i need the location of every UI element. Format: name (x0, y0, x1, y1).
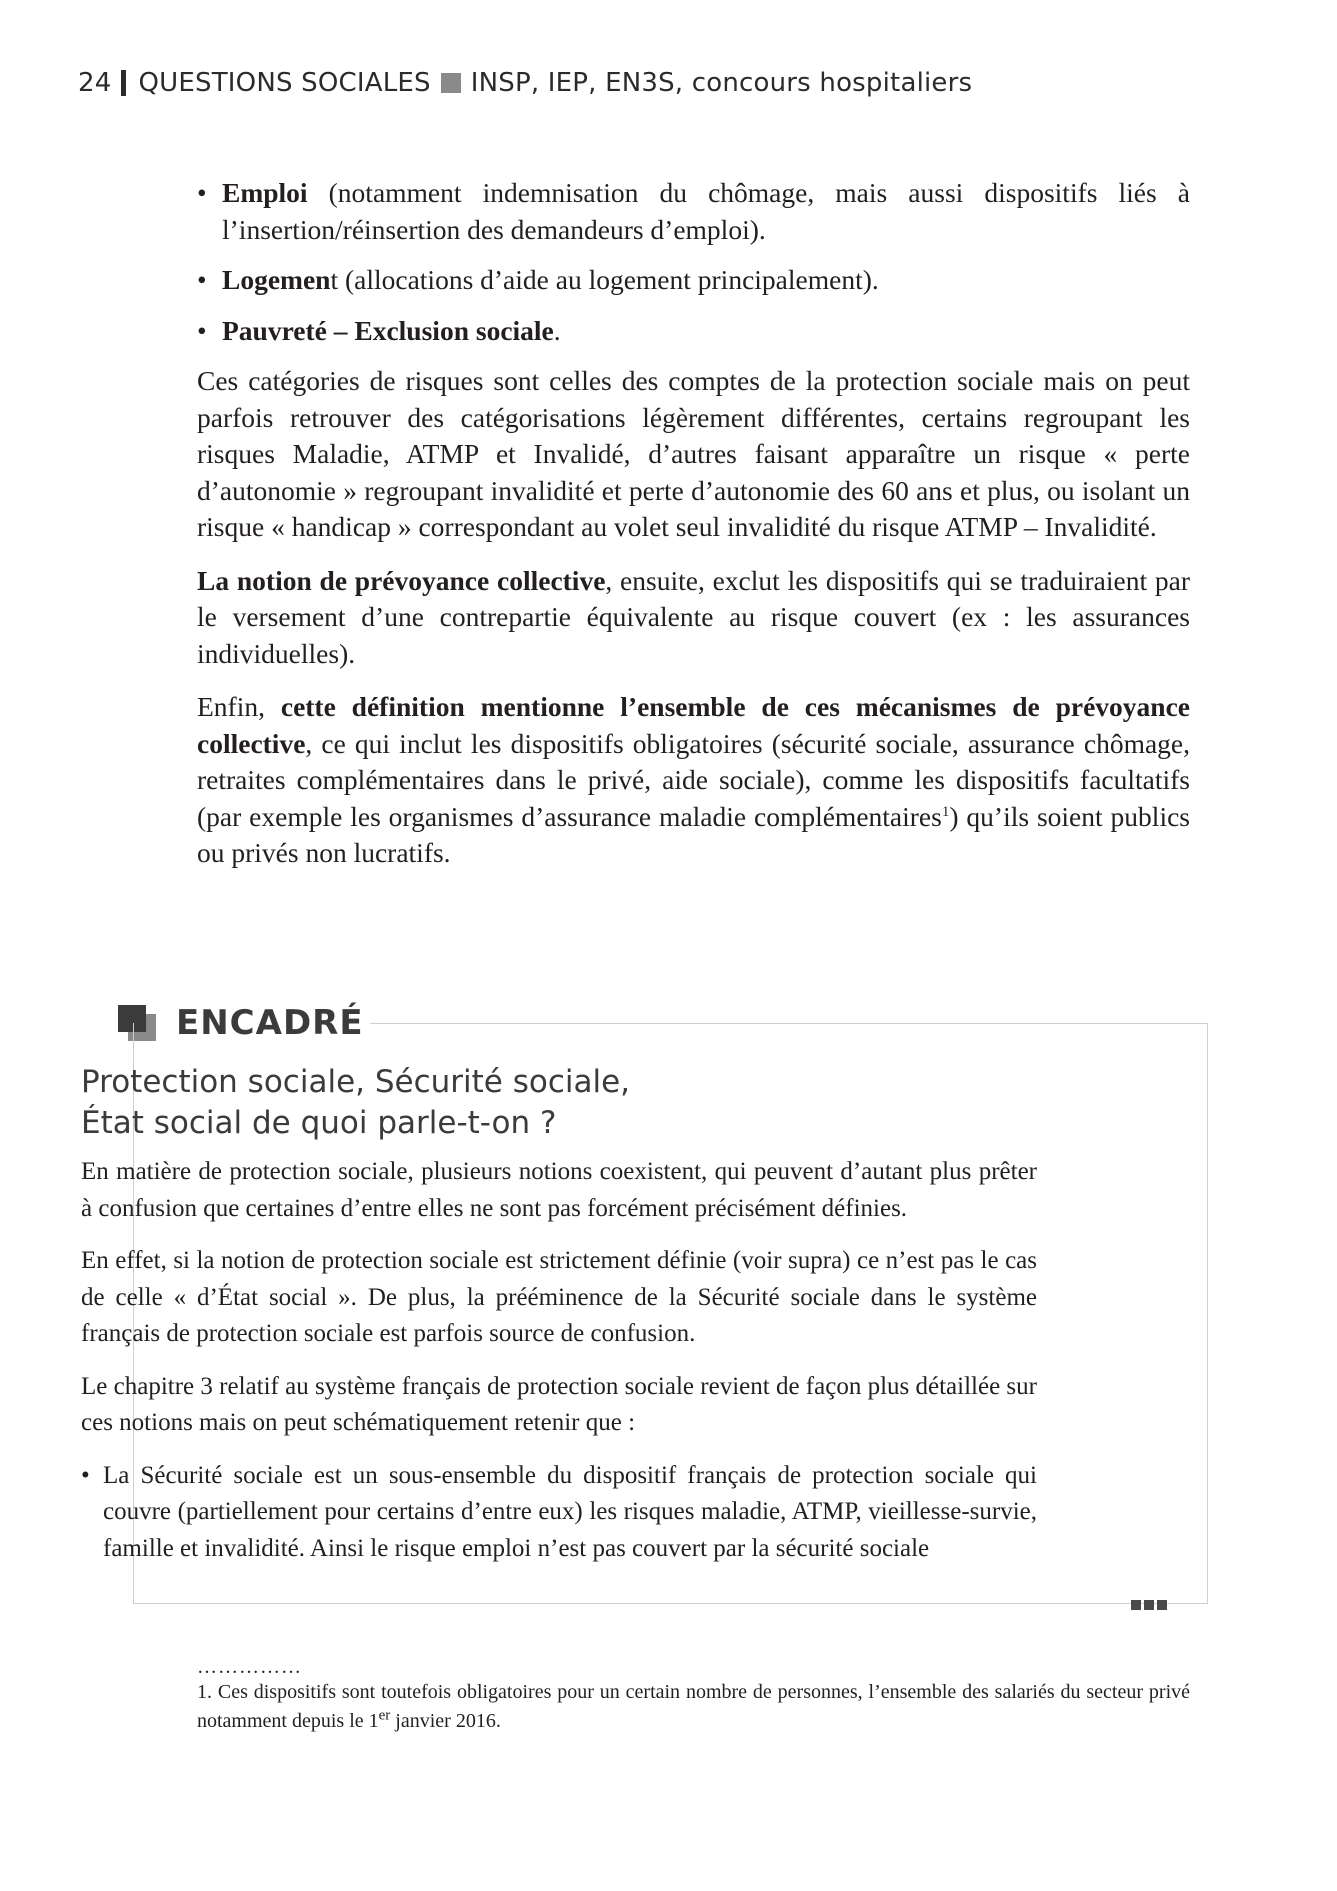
encadre-label: ENCADRÉ (176, 1003, 364, 1043)
bullet-term: Pauvreté – Exclusion sociale (222, 314, 554, 346)
running-header (78, 68, 972, 98)
list-item (197, 313, 1190, 350)
encadre-paragraph: En matière de protection sociale, plusieurs notions coexistent, qui peuvent d’autant plus prêter à confusion que certaines d’entre elles ne sont pas forcément précisément définies. (81, 1158, 1037, 1222)
header-subtitle: INSP, IEP, EN3S, concours hospitaliers (470, 68, 973, 98)
encadre-title (81, 1062, 1037, 1144)
encadre-title-line: Protection sociale, Sécurité sociale, (81, 1064, 631, 1100)
header-section: QUESTIONS SOCIALES (138, 68, 431, 98)
footnote-ref[interactable]: 1 (941, 803, 950, 820)
encadre-body (81, 1154, 1037, 1567)
footnote-text-end: janvier 2016. (390, 1709, 501, 1732)
bullet-icon: • (197, 314, 207, 346)
encadre-content (81, 1062, 1037, 1567)
bullet-icon: • (197, 177, 207, 208)
main-text (197, 175, 1190, 889)
encadre-paragraph: En effet, si la notion de protection sociale est strictement définie (voir supra) ce n’est pas le cas de celle « d’État social ». De plus, la prééminence de la Sécurité sociale dans le système français de protection sociale est parfois source de confusion. (81, 1247, 1037, 1347)
paragraph (197, 689, 1190, 872)
page-number: 24 (78, 68, 112, 98)
bullet-term: Logemen (222, 264, 331, 295)
continued-icon (1131, 1600, 1167, 1610)
encadre-paragraph: Le chapitre 3 relatif au système français de protection sociale revient de façon plus détaillée sur ces notions mais on peut schématiquement retenir que : (81, 1372, 1037, 1436)
footnote-separator: …………… (197, 1656, 302, 1678)
bullet-term: Emploi (222, 177, 308, 208)
bullet-text: (notamment indemnisation du chômage, mais aussi dispositifs liés à l’insertion/réinsertion des demandeurs d’emploi). (222, 177, 1190, 245)
paragraph (197, 563, 1190, 673)
footnote-superscript: er (378, 1706, 391, 1723)
bullet-text: . (553, 314, 561, 346)
footnote-text: 1. Ces dispositifs sont toutefois obligatoires pour un certain nombre de personnes, l’ensemble des salariés du secteur privé notamment depuis le 1 (197, 1681, 1190, 1732)
paragraph-text: , ce qui inclut les dispositifs obligatoires (sécurité sociale, assurance chômage, retraites complémentaires dans le privé, aide sociale), comme les dispositifs facultatifs (par exemple les organismes d’assurance maladie complémentaires (197, 727, 1190, 832)
bold-term: La notion de prévoyance collective (197, 564, 606, 596)
list-item (81, 1458, 1037, 1568)
bullet-text: La Sécurité sociale est un sous-ensemble du dispositif français de protection sociale qui couvre (partiellement pour certains d’entre eux) les risques maladie, ATMP, vieillesse-survie, famille et invalidité. Ainsi le risque emploi n’est pas couvert par la sécurité sociale (103, 1461, 1037, 1562)
list-item (197, 175, 1190, 248)
header-separator-bar (121, 70, 126, 96)
paragraph: Ces catégories de risques sont celles des comptes de la protection sociale mais on peut parfois retrouver des catégorisations légèrement différentes, certains regroupant les risques Maladie, ATMP et Invalidé, d’autres faisant apparaître un risque « perte d’autonomie » regroupant invalidité et perte d’autonomie des 60 ans et plus, ou isolant un risque « handicap » correspondant au volet seul invalidité du risque ATMP – Invalidité. (197, 365, 1190, 542)
encadre-title-line: État social de quoi parle-t-on ? (81, 1105, 557, 1141)
list-item (197, 262, 1190, 299)
bullet-icon: • (197, 264, 207, 295)
footnote (197, 1678, 1190, 1735)
bullet-text: t (allocations d’aide au logement principalement). (330, 264, 879, 295)
bold-term: cette définition mentionne l’ensemble de ces mécanismes de prévoyance collective (197, 691, 1190, 759)
paragraph-tail: ) qu’ils soient publics ou privés non lucratifs. (197, 800, 1190, 868)
bullet-icon: • (81, 1461, 90, 1489)
paragraph-lead: Enfin, (197, 691, 281, 722)
paragraph-text: , ensuite, exclut les dispositifs qui se traduiraient par le versement d’une contrepartie équivalente au risque couvert (ex : les assurances individuelles). (197, 564, 1190, 669)
square-icon (441, 73, 461, 93)
